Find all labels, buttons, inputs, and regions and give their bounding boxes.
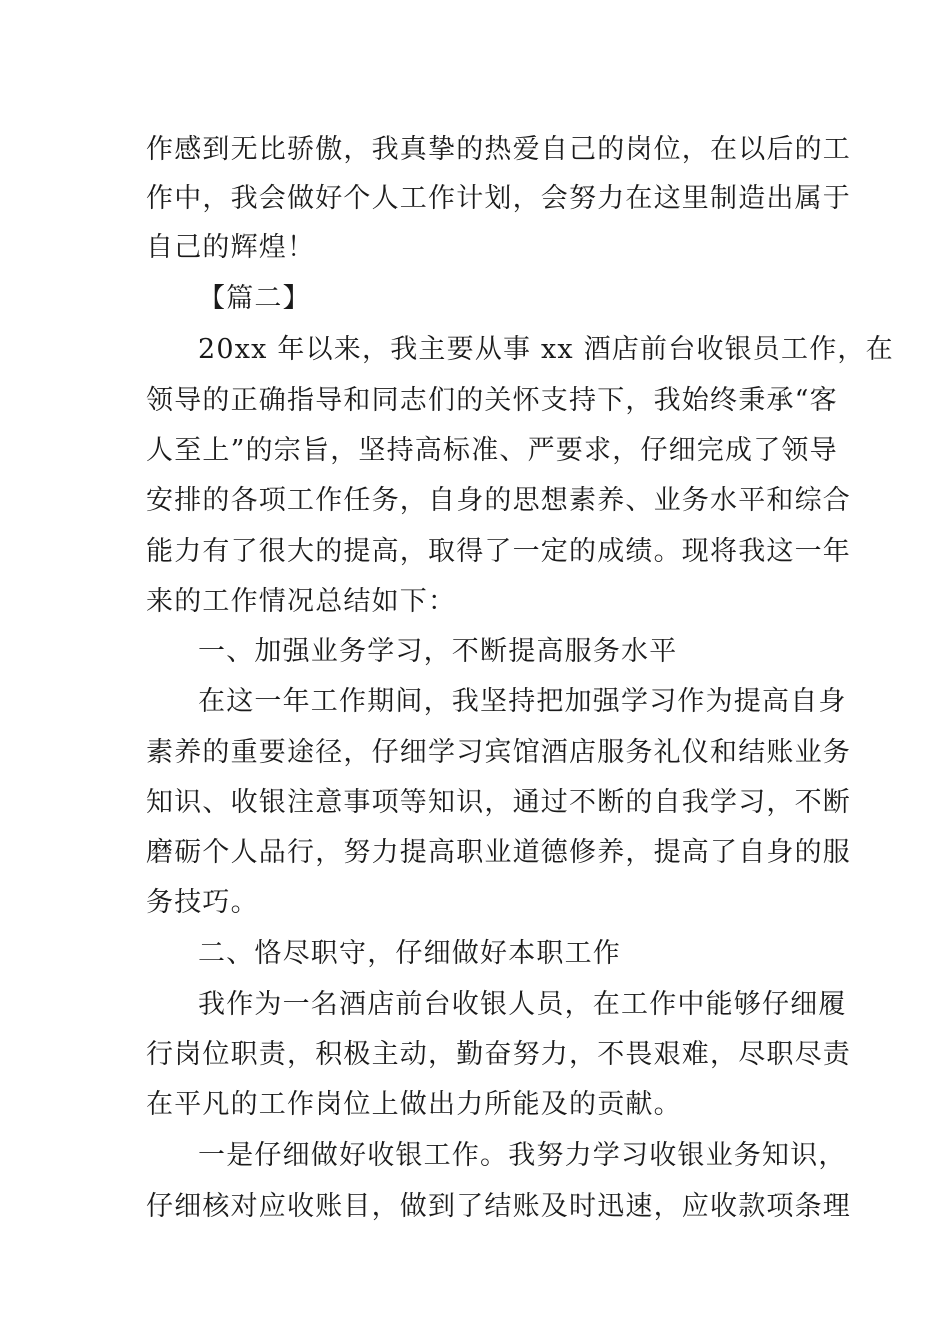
paragraph-line: 务技巧。: [146, 887, 259, 918]
section-heading: 【篇二】: [198, 283, 311, 314]
paragraph-line: 一是仔细做好收银工作。我努力学习收银业务知识，: [198, 1140, 847, 1171]
paragraph-line: 来的工作情况总结如下：: [146, 586, 457, 617]
paragraph-line: 作感到无比骄傲，我真挚的热爱自己的岗位，在以后的工: [146, 134, 851, 165]
paragraph-line: 在这一年工作期间，我坚持把加强学习作为提高自身: [198, 686, 847, 717]
paragraph-line: 能力有了很大的提高，取得了一定的成绩。现将我这一年: [146, 536, 851, 567]
paragraph-line: 在平凡的工作岗位上做出力所能及的贡献。: [146, 1089, 682, 1120]
paragraph-line: 作中，我会做好个人工作计划，会努力在这里制造出属于: [146, 183, 851, 214]
paragraph-line: 人至上”的宗旨，坚持高标准、严要求，仔细完成了领导: [146, 435, 838, 466]
paragraph-line: 自己的辉煌！: [146, 232, 316, 263]
paragraph-line: 我作为一名酒店前台收银人员，在工作中能够仔细履: [198, 989, 847, 1020]
paragraph-line: 磨砺个人品行，努力提高职业道德修养，提高了自身的服: [146, 837, 851, 868]
paragraph-line: 仔细核对应收账目，做到了结账及时迅速，应收款项条理: [146, 1191, 851, 1222]
paragraph-line: 知识、收银注意事项等知识，通过不断的自我学习，不断: [146, 787, 851, 818]
paragraph-line: 安排的各项工作任务，自身的思想素养、业务水平和综合: [146, 485, 851, 516]
subsection-heading: 二、恪尽职守，仔细做好本职工作: [198, 938, 621, 969]
paragraph-line: 行岗位职责，积极主动，勤奋努力，不畏艰难，尽职尽责: [146, 1039, 851, 1070]
subsection-heading: 一、加强业务学习，不断提高服务水平: [198, 636, 678, 667]
paragraph-line: 20xx 年以来，我主要从事 xx 酒店前台收银员工作，在: [198, 334, 894, 365]
paragraph-line: 领导的正确指导和同志们的关怀支持下，我始终秉承“客: [146, 385, 838, 416]
paragraph-line: 素养的重要途径，仔细学习宾馆酒店服务礼仪和结账业务: [146, 737, 851, 768]
